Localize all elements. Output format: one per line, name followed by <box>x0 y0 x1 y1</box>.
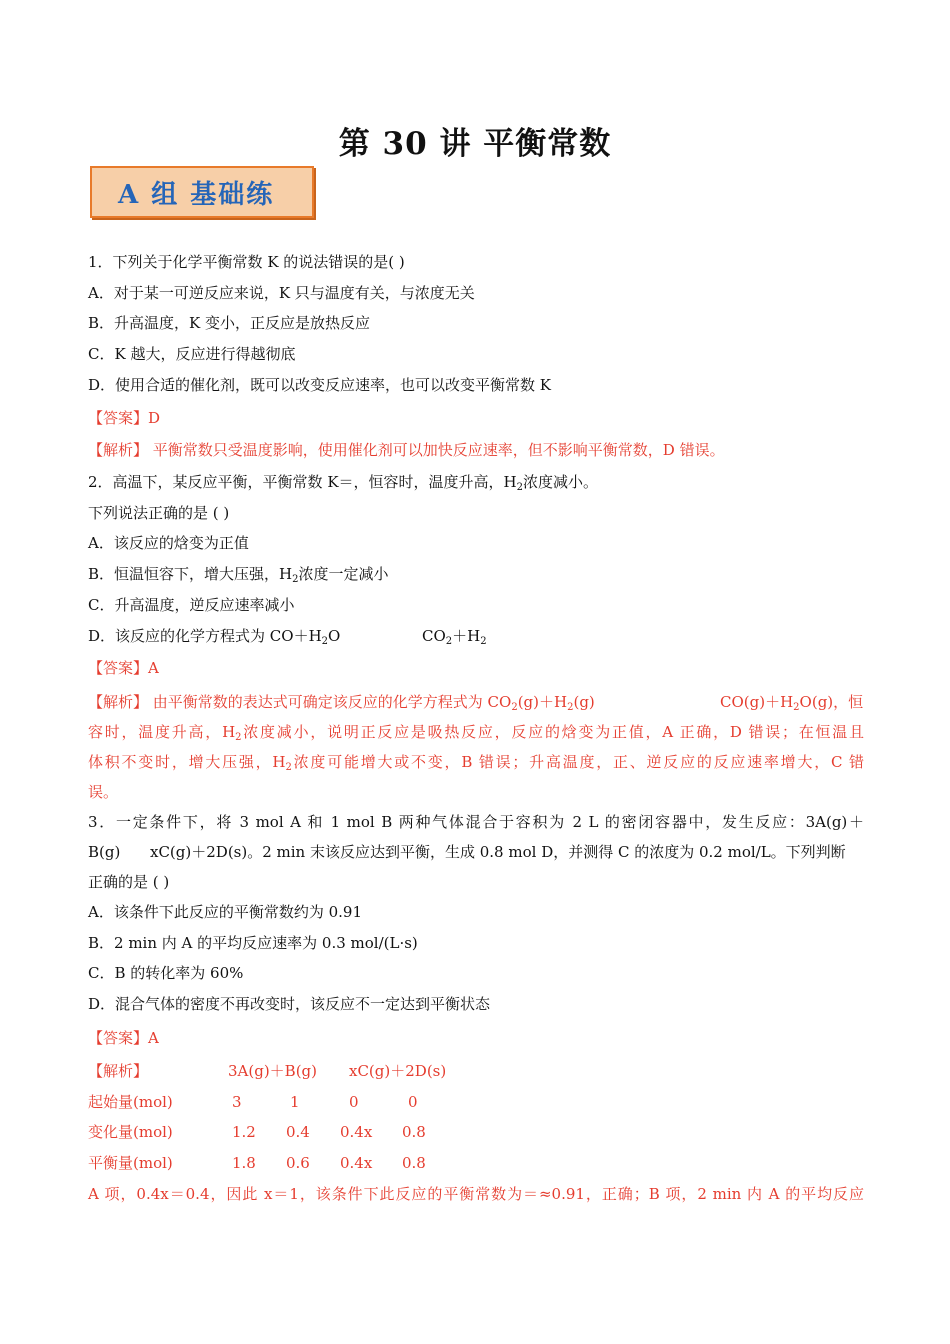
q2-analysis-line3: 体积不变时，增大压强，$H_2$浓度可能增大或不变，B 错误；升高温度，正、逆反应的反应速率增大，C 错 <box>88 753 864 773</box>
q3-table-row-initial: 起始量(mol) 3 1 0 0 <box>88 1093 418 1111</box>
q2-stem-line2: 下列说法正确的是 ( ) <box>88 504 230 522</box>
q3-equation-left: 3A(g)＋B(g) <box>228 1062 318 1080</box>
q2-analysis-line4: 误。 <box>88 783 119 801</box>
q3-analysis-last-line: A 项，0.4x＝0.4，因此 x＝1，该条件下此反应的平衡常数为＝≈0.91，正确；B 项，2 min 内 A 的平均反应 <box>88 1185 864 1203</box>
q3-table-row-equilibrium: 平衡量(mol) 1.8 0.6 0.4x 0.8 <box>88 1154 426 1172</box>
q1-analysis: 【解析】 平衡常数只受温度影响，使用催化剂可以加快反应速率，但不影响平衡常数，D 错误。 <box>88 441 725 459</box>
q2-option-a: A．该反应的焓变为正值 <box>88 534 249 552</box>
q1-option-d: D．使用合适的催化剂，既可以改变反应速率，也可以改变平衡常数 K <box>88 376 552 394</box>
q3-option-c: C．B 的转化率为 60% <box>88 964 244 982</box>
q2-stem-line1: 2．高温下，某反应平衡，平衡常数 K＝，恒容时，温度升高，$H_2$浓度减小。 <box>88 473 598 493</box>
page-title: 第 30 讲 平衡常数 <box>338 126 612 162</box>
q1-option-c: C．K 越大，反应进行得越彻底 <box>88 345 296 363</box>
q2-answer: 【答案】A <box>88 659 159 677</box>
q3-option-a: A．该条件下此反应的平衡常数约为 0.91 <box>88 903 363 921</box>
q3-answer: 【答案】A <box>88 1029 159 1047</box>
q2-option-d: D．该反应的化学方程式为 $CO+H_2O$ $CO_2+H_2$ <box>88 627 487 647</box>
q2-option-c: C．升高温度，逆反应速率减小 <box>88 596 295 614</box>
q3-stem-line3: 正确的是 ( ) <box>88 873 170 891</box>
group-heading-label: A 组 基础练 <box>118 179 275 210</box>
q3-table-row-change: 变化量(mol) 1.2 0.4 0.4x 0.8 <box>88 1123 426 1141</box>
q3-stem-line2: B(g) xC(g)＋2D(s)。2 min 末该反应达到平衡，生成 0.8 mol D，并测得 C 的浓度为 0.2 mol/L。下列判断 <box>88 843 846 861</box>
q1-answer: 【答案】D <box>88 409 161 427</box>
q1-stem: 1．下列关于化学平衡常数 K 的说法错误的是( ) <box>88 253 405 271</box>
q3-option-d: D．混合气体的密度不再改变时，该反应不一定达到平衡状态 <box>88 995 491 1013</box>
q1-option-a: A．对于某一可逆反应来说，K 只与温度有关，与浓度无关 <box>88 284 475 302</box>
q1-option-b: B．升高温度，K 变小，正反应是放热反应 <box>88 314 370 332</box>
group-heading-box <box>90 166 314 218</box>
q3-option-b: B．2 min 内 A 的平均反应速率为 0.3 mol/(L·s) <box>88 934 418 952</box>
q2-analysis-line2: 容时，温度升高，$H_2$浓度减小，说明正反应是吸热反应，反应的焓变为正值，A 正确，D 错误；在恒温且 <box>88 723 864 743</box>
q3-stem-line1: 3．一定条件下，将 3 mol A 和 1 mol B 两种气体混合于容积为 2 L 的密闭容器中，发生反应：3A(g)＋ <box>88 813 864 831</box>
q2-option-b: B．恒温恒容下，增大压强，$H_2$浓度一定减小 <box>88 565 389 585</box>
q3-equation-right: xC(g)＋2D(s) <box>349 1062 447 1080</box>
q3-analysis-equation <box>88 1061 864 1081</box>
q2-analysis-line1: 【解析】 由平衡常数的表达式可确定该反应的化学方程式为 $CO_2(g)+H_2(g)$ $CO(g)+H_2O(g)$，恒 <box>88 693 864 713</box>
q3-analysis-label: 【解析】 <box>88 1062 149 1080</box>
